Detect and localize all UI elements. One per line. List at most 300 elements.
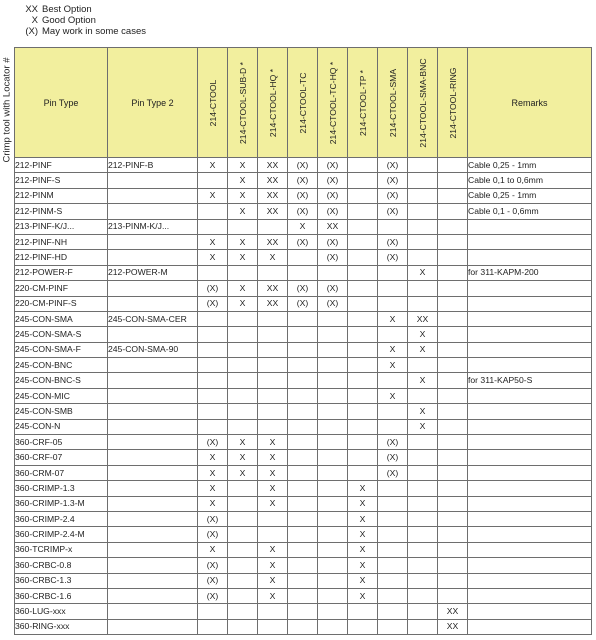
pin-type2-cell	[108, 234, 198, 249]
compat-cell: X	[198, 465, 228, 480]
compat-cell	[288, 481, 318, 496]
compat-cell	[348, 404, 378, 419]
side-label	[0, 52, 14, 168]
table-row	[15, 588, 592, 603]
compat-cell	[378, 404, 408, 419]
legend-symbol: XX	[25, 4, 38, 15]
compat-cell	[318, 435, 348, 450]
compat-cell	[228, 511, 258, 526]
table-row	[15, 311, 592, 326]
compat-cell	[318, 542, 348, 557]
remark-cell: for 311-KAPM-200	[468, 265, 592, 280]
compat-cell	[408, 573, 438, 588]
tool-header-label: 214-CTOOL-SUB-D *	[237, 61, 248, 144]
compat-cell	[378, 511, 408, 526]
compat-cell: (X)	[198, 573, 228, 588]
remark-cell	[468, 281, 592, 296]
compat-cell	[348, 419, 378, 434]
compat-cell: X	[378, 311, 408, 326]
remark-cell	[468, 419, 592, 434]
compat-cell: X	[408, 327, 438, 342]
pin-type-cell: 360-RING-xxx	[15, 619, 108, 634]
compat-cell	[408, 435, 438, 450]
pin-type-cell: 245-CON-BNC	[15, 358, 108, 373]
compat-cell	[318, 619, 348, 634]
legend-text: Good Option	[42, 15, 96, 26]
compat-cell	[288, 342, 318, 357]
compat-cell: (X)	[318, 204, 348, 219]
pin-type2-cell	[108, 419, 198, 434]
compat-cell: X	[198, 188, 228, 203]
compat-cell	[288, 558, 318, 573]
compat-cell: XX	[258, 188, 288, 203]
compat-cell	[228, 358, 258, 373]
compat-cell: (X)	[378, 188, 408, 203]
compat-cell: X	[198, 542, 228, 557]
tool-header-label: 214-CTOOL-SMA-BNC	[417, 57, 428, 148]
pin-type-cell: 360-CRIMP-1.3-M	[15, 496, 108, 511]
remark-cell	[468, 619, 592, 634]
compat-cell	[438, 465, 468, 480]
tool-header	[288, 48, 318, 158]
compat-cell	[228, 604, 258, 619]
compat-cell	[258, 604, 288, 619]
compat-cell	[318, 358, 348, 373]
compat-cell	[258, 311, 288, 326]
compat-cell	[228, 558, 258, 573]
compat-cell	[228, 496, 258, 511]
pin-type-cell: 360-CRIMP-1.3	[15, 481, 108, 496]
compat-cell	[408, 188, 438, 203]
compat-cell	[348, 265, 378, 280]
remark-cell	[468, 388, 592, 403]
pin-type-cell: 245-CON-SMA-S	[15, 327, 108, 342]
compat-cell: XX	[258, 173, 288, 188]
legend-text: Best Option	[42, 4, 92, 15]
compat-cell	[288, 435, 318, 450]
compat-cell: (X)	[288, 296, 318, 311]
table-row	[15, 465, 592, 480]
compat-cell: XX	[258, 158, 288, 173]
table-row	[15, 173, 592, 188]
compat-cell: (X)	[288, 158, 318, 173]
pin-type2-cell	[108, 388, 198, 403]
remark-cell	[468, 435, 592, 450]
compat-cell	[198, 419, 228, 434]
compat-cell	[408, 234, 438, 249]
pin-type-cell: 360-TCRIMP-x	[15, 542, 108, 557]
compat-cell	[198, 327, 228, 342]
compat-cell	[438, 281, 468, 296]
compat-cell	[438, 450, 468, 465]
compat-cell	[258, 342, 288, 357]
pin-type-cell: 360-CRF-07	[15, 450, 108, 465]
compat-cell	[258, 527, 288, 542]
table-row	[15, 204, 592, 219]
compat-cell	[318, 311, 348, 326]
pin-type2-cell	[108, 465, 198, 480]
remark-cell	[468, 234, 592, 249]
compat-cell	[198, 265, 228, 280]
tool-header-label: 214-CTOOL	[207, 79, 218, 126]
remark-cell	[468, 296, 592, 311]
compat-cell	[438, 250, 468, 265]
compat-cell: (X)	[198, 527, 228, 542]
remark-cell: for 311-KAP50-S	[468, 373, 592, 388]
table-row	[15, 188, 592, 203]
compat-cell: (X)	[378, 250, 408, 265]
compat-cell	[318, 465, 348, 480]
compat-cell: X	[288, 219, 318, 234]
remark-cell	[468, 465, 592, 480]
pin-type-cell: 245-CON-MIC	[15, 388, 108, 403]
remark-cell: Cable 0,1 to 0,6mm	[468, 173, 592, 188]
compat-cell	[288, 465, 318, 480]
remark-cell	[468, 450, 592, 465]
compat-cell: XX	[258, 234, 288, 249]
compat-cell: (X)	[378, 204, 408, 219]
compat-cell: X	[348, 542, 378, 557]
compat-cell	[408, 281, 438, 296]
legend-text: May work in some cases	[42, 26, 147, 37]
compat-cell	[258, 511, 288, 526]
compat-cell: X	[348, 573, 378, 588]
pin-type-cell: 245-CON-BNC-S	[15, 373, 108, 388]
compat-cell	[288, 419, 318, 434]
compat-cell: X	[228, 450, 258, 465]
pin-type2-cell	[108, 496, 198, 511]
compat-cell: (X)	[378, 173, 408, 188]
compat-cell: XX	[438, 619, 468, 634]
compat-cell: (X)	[318, 188, 348, 203]
compat-cell	[228, 404, 258, 419]
pin-type2-cell	[108, 511, 198, 526]
pin-type-cell: 360-LUG-xxx	[15, 604, 108, 619]
compat-cell	[408, 511, 438, 526]
compat-cell	[228, 388, 258, 403]
compat-cell: (X)	[318, 250, 348, 265]
pin-type-cell: 360-CRIMP-2.4-M	[15, 527, 108, 542]
pin-type2-cell	[108, 450, 198, 465]
pin-type2-cell: 245-CON-SMA-CER	[108, 311, 198, 326]
pin-type2-cell	[108, 435, 198, 450]
compat-cell	[228, 481, 258, 496]
compat-cell	[348, 204, 378, 219]
compat-cell	[318, 604, 348, 619]
compat-cell	[408, 388, 438, 403]
compat-cell	[408, 296, 438, 311]
table-body	[15, 158, 592, 635]
compat-cell	[438, 311, 468, 326]
compat-cell	[288, 527, 318, 542]
compat-cell: (X)	[288, 204, 318, 219]
compat-cell: (X)	[288, 234, 318, 249]
compat-cell	[378, 373, 408, 388]
compat-cell: X	[228, 173, 258, 188]
compat-cell	[408, 358, 438, 373]
compat-cell	[258, 373, 288, 388]
compat-cell	[318, 388, 348, 403]
compat-cell: X	[258, 481, 288, 496]
table-row	[15, 296, 592, 311]
remark-cell	[468, 327, 592, 342]
compat-cell: X	[348, 511, 378, 526]
pin-type-cell: 360-CRIMP-2.4	[15, 511, 108, 526]
compat-cell	[378, 296, 408, 311]
pin-type2-cell: 213-PINM-K/J...	[108, 219, 198, 234]
compat-cell: X	[348, 588, 378, 603]
compat-cell	[408, 250, 438, 265]
compat-cell	[348, 358, 378, 373]
compat-cell: X	[408, 404, 438, 419]
pin-type2-cell	[108, 373, 198, 388]
compat-cell: XX	[438, 604, 468, 619]
compat-cell	[408, 527, 438, 542]
pin-type-cell: 220-CM-PINF-S	[15, 296, 108, 311]
compat-cell	[288, 619, 318, 634]
pin-type2-cell	[108, 558, 198, 573]
compat-cell	[318, 342, 348, 357]
pin-type2-header: Pin Type 2	[108, 48, 198, 158]
remark-cell	[468, 496, 592, 511]
remark-cell	[468, 588, 592, 603]
compat-cell: X	[348, 496, 378, 511]
pin-type-cell: 245-CON-SMA	[15, 311, 108, 326]
compat-cell	[408, 450, 438, 465]
compat-cell	[318, 327, 348, 342]
table-row	[15, 435, 592, 450]
remark-cell	[468, 311, 592, 326]
compat-cell	[378, 327, 408, 342]
compat-cell: (X)	[318, 234, 348, 249]
compat-cell: X	[228, 158, 258, 173]
compat-cell	[258, 619, 288, 634]
compat-cell: X	[228, 250, 258, 265]
compat-cell: (X)	[378, 234, 408, 249]
compat-cell: X	[228, 296, 258, 311]
compatibility-table	[14, 47, 592, 635]
compat-cell	[438, 327, 468, 342]
table-row	[15, 265, 592, 280]
compat-cell: (X)	[198, 588, 228, 603]
pin-type2-cell	[108, 327, 198, 342]
compat-cell	[318, 419, 348, 434]
table-row	[15, 542, 592, 557]
tool-header	[438, 48, 468, 158]
tool-header	[198, 48, 228, 158]
table-row	[15, 604, 592, 619]
tool-header	[228, 48, 258, 158]
compat-cell	[198, 311, 228, 326]
pin-type2-cell	[108, 204, 198, 219]
legend-symbol: X	[31, 15, 38, 26]
compat-cell	[318, 527, 348, 542]
compat-cell: X	[408, 342, 438, 357]
compat-cell	[258, 265, 288, 280]
pin-type2-cell	[108, 604, 198, 619]
compat-cell: X	[258, 573, 288, 588]
compat-cell: X	[228, 234, 258, 249]
compat-cell: X	[198, 234, 228, 249]
pin-type-cell: 360-CRBC-0.8	[15, 558, 108, 573]
remark-cell	[468, 358, 592, 373]
pin-type-cell: 245-CON-SMA-F	[15, 342, 108, 357]
compat-cell	[438, 173, 468, 188]
pin-type-cell: 245-CON-N	[15, 419, 108, 434]
compat-cell	[198, 173, 228, 188]
compat-cell	[438, 265, 468, 280]
pin-type2-cell	[108, 250, 198, 265]
compat-cell: (X)	[378, 158, 408, 173]
compat-cell	[348, 234, 378, 249]
compat-cell	[378, 573, 408, 588]
compat-cell: X	[258, 250, 288, 265]
compat-cell: (X)	[318, 158, 348, 173]
pin-type2-cell: 245-CON-SMA-90	[108, 342, 198, 357]
pin-type-cell: 360-CRBC-1.6	[15, 588, 108, 603]
compat-cell	[258, 419, 288, 434]
legend-item	[18, 15, 146, 26]
pin-type-cell: 360-CRBC-1.3	[15, 573, 108, 588]
compat-cell	[408, 219, 438, 234]
compat-cell	[408, 481, 438, 496]
compat-cell	[288, 358, 318, 373]
legend	[18, 4, 146, 37]
compat-cell	[438, 558, 468, 573]
compat-cell	[378, 604, 408, 619]
compat-cell	[288, 496, 318, 511]
compat-cell: X	[228, 188, 258, 203]
compat-cell	[258, 219, 288, 234]
compat-cell	[198, 388, 228, 403]
table-row	[15, 527, 592, 542]
pin-type2-cell	[108, 588, 198, 603]
compat-cell	[318, 404, 348, 419]
compat-cell: X	[228, 435, 258, 450]
compat-cell	[288, 373, 318, 388]
compat-cell	[348, 604, 378, 619]
compat-cell	[438, 481, 468, 496]
compat-cell	[258, 358, 288, 373]
table-row	[15, 511, 592, 526]
compat-cell	[228, 311, 258, 326]
compat-cell	[438, 342, 468, 357]
remark-cell	[468, 219, 592, 234]
table-row	[15, 327, 592, 342]
compat-cell	[228, 573, 258, 588]
legend-item	[18, 26, 146, 37]
pin-type-header: Pin Type	[15, 48, 108, 158]
pin-type2-cell	[108, 527, 198, 542]
legend-item	[18, 4, 146, 15]
compat-cell	[288, 573, 318, 588]
compat-cell	[438, 204, 468, 219]
compat-cell	[228, 527, 258, 542]
compat-cell: X	[258, 542, 288, 557]
compat-cell	[378, 558, 408, 573]
remark-cell	[468, 527, 592, 542]
remark-cell	[468, 404, 592, 419]
compat-cell: (X)	[198, 296, 228, 311]
compat-cell: (X)	[288, 188, 318, 203]
compat-cell: X	[198, 450, 228, 465]
remark-cell	[468, 573, 592, 588]
compat-cell	[288, 604, 318, 619]
compat-cell: (X)	[318, 296, 348, 311]
pin-type-cell: 212-PINF	[15, 158, 108, 173]
tool-header	[378, 48, 408, 158]
compat-cell: XX	[258, 296, 288, 311]
compat-cell: (X)	[318, 281, 348, 296]
compat-cell	[318, 573, 348, 588]
compat-cell: X	[348, 481, 378, 496]
compat-cell	[288, 250, 318, 265]
table-row	[15, 558, 592, 573]
remark-cell	[468, 558, 592, 573]
table-row	[15, 450, 592, 465]
compat-cell: X	[408, 373, 438, 388]
compat-cell: (X)	[198, 558, 228, 573]
table-row	[15, 573, 592, 588]
compat-cell	[228, 327, 258, 342]
compat-cell	[408, 619, 438, 634]
compat-cell: X	[198, 250, 228, 265]
compat-cell	[348, 250, 378, 265]
compat-cell: X	[258, 558, 288, 573]
side-label-text: Crimp tool with Locator #	[1, 57, 13, 163]
compat-cell	[348, 373, 378, 388]
tool-header	[258, 48, 288, 158]
pin-type2-cell	[108, 358, 198, 373]
compat-cell	[318, 373, 348, 388]
tool-header	[348, 48, 378, 158]
pin-type2-cell	[108, 296, 198, 311]
table-row	[15, 234, 592, 249]
compat-cell: X	[228, 204, 258, 219]
compat-cell: X	[258, 496, 288, 511]
remark-cell	[468, 250, 592, 265]
compat-cell	[348, 465, 378, 480]
compat-cell	[348, 296, 378, 311]
compat-cell	[408, 604, 438, 619]
compat-cell	[438, 511, 468, 526]
compat-cell	[318, 481, 348, 496]
compat-cell	[348, 281, 378, 296]
pin-type2-cell	[108, 188, 198, 203]
compat-cell	[198, 604, 228, 619]
compat-cell	[438, 419, 468, 434]
header-row	[15, 48, 592, 158]
compat-cell: XX	[258, 204, 288, 219]
remark-cell	[468, 342, 592, 357]
compat-cell: X	[348, 558, 378, 573]
compat-cell	[348, 158, 378, 173]
pin-type-cell: 360-CRF-05	[15, 435, 108, 450]
compat-cell	[318, 558, 348, 573]
pin-type2-cell	[108, 619, 198, 634]
compat-cell	[198, 204, 228, 219]
compat-cell	[408, 465, 438, 480]
pin-type2-cell	[108, 573, 198, 588]
compat-cell	[228, 373, 258, 388]
compat-cell	[438, 373, 468, 388]
compat-cell	[318, 511, 348, 526]
pin-type2-cell: 212-PINF-B	[108, 158, 198, 173]
table-row	[15, 281, 592, 296]
compat-cell	[228, 265, 258, 280]
compat-cell	[408, 173, 438, 188]
table-row	[15, 388, 592, 403]
